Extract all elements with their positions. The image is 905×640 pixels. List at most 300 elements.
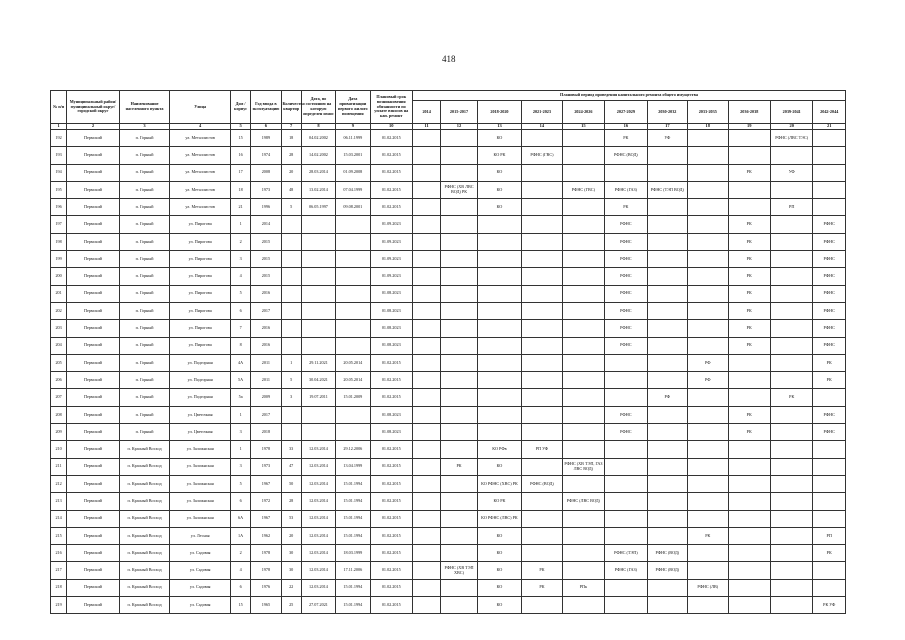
- cell-units: 5: [281, 199, 301, 216]
- capital-repair-table: [50, 90, 846, 614]
- cell-settlement: п. Горный: [119, 164, 170, 181]
- cell-period-work: [562, 441, 604, 458]
- cell-period-work: КО РФНС (ЛВС) РК: [477, 510, 522, 527]
- cell-street: ул. Металлистов: [170, 147, 231, 164]
- cell-period-work: [728, 579, 770, 596]
- cell-period-work: [647, 164, 687, 181]
- cell-date-priv: 15.01.1994: [336, 527, 370, 544]
- cell-date-priv: 18.03.1999: [336, 545, 370, 562]
- column-number: 20: [770, 124, 812, 130]
- cell-period-work: [728, 493, 770, 510]
- cell-period-work: [770, 579, 812, 596]
- cell-period-work: [441, 389, 477, 406]
- cell-num: 207: [51, 389, 67, 406]
- cell-year-built: 2017: [251, 302, 281, 319]
- cell-date-priv: 01.09.2008: [336, 164, 370, 181]
- cell-street: ул. Пирогова: [170, 233, 231, 250]
- cell-year-built: 2016: [251, 285, 281, 302]
- cell-period-work: [441, 199, 477, 216]
- cell-house: 1: [231, 406, 251, 423]
- cell-year-built: 1967: [251, 475, 281, 492]
- cell-period-work: [412, 216, 440, 233]
- cell-num: 217: [51, 562, 67, 579]
- cell-deadline: 01.02.2015: [370, 597, 412, 614]
- cell-period-work: [562, 130, 604, 147]
- cell-period-work: [688, 337, 728, 354]
- cell-year-built: 1989: [251, 130, 281, 147]
- cell-period-work: РФНС: [813, 424, 846, 441]
- cell-period-work: [647, 406, 687, 423]
- cell-street: ул. Пирогова: [170, 216, 231, 233]
- cell-period-work: [688, 389, 728, 406]
- table-row: [51, 406, 846, 423]
- cell-period-work: [441, 493, 477, 510]
- cell-period-work: [770, 372, 812, 389]
- cell-year-built: 2011: [251, 372, 281, 389]
- cell-period-work: [770, 510, 812, 527]
- column-number: 1: [51, 124, 67, 130]
- cell-period-work: [688, 233, 728, 250]
- cell-date-priv: 15.01.1994: [336, 493, 370, 510]
- column-number: 18: [688, 124, 728, 130]
- cell-settlement: п. Красный Восход: [119, 458, 170, 475]
- cell-period-work: КО: [477, 130, 522, 147]
- cell-year-built: 2018: [251, 424, 281, 441]
- cell-period-work: [522, 216, 562, 233]
- cell-num: 201: [51, 285, 67, 302]
- cell-num: 219: [51, 597, 67, 614]
- cell-period-work: [412, 406, 440, 423]
- cell-date-priv: 15.01.1994: [336, 475, 370, 492]
- cell-units: 28: [281, 147, 301, 164]
- header-period-group: Плановый период проведения капитального ремонта общего имущества: [412, 91, 845, 101]
- cell-period-work: [605, 372, 647, 389]
- cell-date-priv: 29.12.2006: [336, 441, 370, 458]
- cell-date-priv: 17.11.2006: [336, 562, 370, 579]
- cell-period-work: [728, 389, 770, 406]
- cell-units: [281, 406, 301, 423]
- cell-date-priv: [336, 268, 370, 285]
- cell-deadline: 01.09.2023: [370, 268, 412, 285]
- cell-period-work: [522, 545, 562, 562]
- cell-settlement: п. Красный Восход: [119, 562, 170, 579]
- table-row: [51, 302, 846, 319]
- cell-house: 15: [231, 597, 251, 614]
- cell-period-work: [412, 181, 440, 198]
- cell-period-work: РФ: [688, 354, 728, 371]
- cell-period-work: [562, 475, 604, 492]
- cell-units: 28: [281, 493, 301, 510]
- cell-period-work: РФНС (ХВ ТЭП ХВС): [441, 562, 477, 579]
- cell-deadline: 01.08.2023: [370, 320, 412, 337]
- cell-settlement: п. Красный Восход: [119, 579, 170, 596]
- cell-settlement: п. Горный: [119, 251, 170, 268]
- cell-deadline: 01.02.2015: [370, 579, 412, 596]
- table-row: [51, 579, 846, 596]
- cell-district: Пермский: [67, 389, 120, 406]
- cell-period-work: РФНС (ЛВС ВОД): [562, 493, 604, 510]
- cell-period-work: РФНС: [605, 233, 647, 250]
- cell-period-work: [477, 285, 522, 302]
- cell-house: 5а: [231, 389, 251, 406]
- cell-period-work: РФНС: [813, 251, 846, 268]
- cell-street: ул. Цветочная: [170, 406, 231, 423]
- cell-settlement: п. Красный Восход: [119, 527, 170, 544]
- cell-district: Пермский: [67, 579, 120, 596]
- cell-period-work: [647, 251, 687, 268]
- cell-units: 47: [281, 458, 301, 475]
- cell-year-built: 1978: [251, 562, 281, 579]
- cell-period-work: [647, 597, 687, 614]
- cell-period-work: РФНС: [605, 424, 647, 441]
- cell-period-work: [412, 545, 440, 562]
- cell-period-work: [770, 147, 812, 164]
- cell-period-work: РФНС: [605, 285, 647, 302]
- column-number: 4: [170, 124, 231, 130]
- cell-period-work: КО: [477, 164, 522, 181]
- table-row: [51, 320, 846, 337]
- cell-period-work: КО РФНС (ХВС) РК: [477, 475, 522, 492]
- cell-units: 5: [281, 372, 301, 389]
- cell-date-priv: 07.04.1999: [336, 181, 370, 198]
- cell-period-work: [647, 475, 687, 492]
- cell-deadline: 01.02.2015: [370, 441, 412, 458]
- cell-period-work: [522, 424, 562, 441]
- cell-house: 1: [231, 441, 251, 458]
- cell-period-work: КО: [477, 597, 522, 614]
- cell-year-built: 1974: [251, 147, 281, 164]
- cell-num: 202: [51, 302, 67, 319]
- cell-house: 2: [231, 233, 251, 250]
- column-number: 5: [231, 124, 251, 130]
- column-number: 21: [813, 124, 846, 130]
- column-number: 9: [336, 124, 370, 130]
- cell-district: Пермский: [67, 493, 120, 510]
- cell-period-work: РФНС: [605, 302, 647, 319]
- cell-period-work: [770, 320, 812, 337]
- cell-period-work: [522, 302, 562, 319]
- cell-period-work: [412, 372, 440, 389]
- cell-district: Пермский: [67, 164, 120, 181]
- cell-date-first: [301, 424, 335, 441]
- cell-num: 205: [51, 354, 67, 371]
- cell-date-priv: 15.01.1994: [336, 579, 370, 596]
- cell-period-work: [647, 233, 687, 250]
- cell-district: Пермский: [67, 406, 120, 423]
- header-period: 2039-2041: [770, 101, 812, 124]
- cell-period-work: [441, 268, 477, 285]
- cell-period-work: [412, 562, 440, 579]
- cell-period-work: [477, 216, 522, 233]
- cell-date-first: 12.03.2014: [301, 527, 335, 544]
- cell-date-first: [301, 233, 335, 250]
- table-row: [51, 199, 846, 216]
- cell-units: 33: [281, 441, 301, 458]
- cell-num: 203: [51, 320, 67, 337]
- cell-num: 198: [51, 233, 67, 250]
- cell-period-work: [562, 597, 604, 614]
- cell-period-work: [647, 147, 687, 164]
- cell-period-work: [647, 337, 687, 354]
- cell-units: [281, 302, 301, 319]
- cell-period-work: [605, 458, 647, 475]
- cell-year-built: 2015: [251, 251, 281, 268]
- cell-settlement: п. Горный: [119, 320, 170, 337]
- cell-period-work: [728, 354, 770, 371]
- cell-street: ул. Заложнская: [170, 475, 231, 492]
- cell-house: 16: [231, 147, 251, 164]
- cell-period-work: [728, 475, 770, 492]
- cell-period-work: [562, 354, 604, 371]
- cell-period-work: РПк: [562, 579, 604, 596]
- cell-period-work: [688, 320, 728, 337]
- cell-period-work: РП УФ: [522, 441, 562, 458]
- cell-period-work: [522, 372, 562, 389]
- cell-date-first: 28.03.2014: [301, 164, 335, 181]
- cell-period-work: РФНС (ВОД): [647, 562, 687, 579]
- cell-num: 216: [51, 545, 67, 562]
- cell-date-priv: [336, 302, 370, 319]
- cell-num: 209: [51, 424, 67, 441]
- cell-period-work: [441, 216, 477, 233]
- cell-date-first: [301, 216, 335, 233]
- column-number: 13: [477, 124, 522, 130]
- cell-period-work: [477, 233, 522, 250]
- header-period: 2042-2044: [813, 101, 846, 124]
- cell-period-work: КО: [477, 562, 522, 579]
- cell-deadline: 01.08.2023: [370, 406, 412, 423]
- cell-period-work: [813, 441, 846, 458]
- cell-period-work: [688, 545, 728, 562]
- cell-period-work: [770, 458, 812, 475]
- cell-deadline: 01.02.2015: [370, 164, 412, 181]
- cell-units: 22: [281, 579, 301, 596]
- cell-period-work: [647, 510, 687, 527]
- cell-num: 208: [51, 406, 67, 423]
- cell-deadline: 01.09.2023: [370, 251, 412, 268]
- cell-date-first: 12.03.2014: [301, 475, 335, 492]
- table-row: [51, 181, 846, 198]
- cell-period-work: РК: [522, 579, 562, 596]
- cell-period-work: [412, 597, 440, 614]
- cell-date-first: 12.03.2014: [301, 458, 335, 475]
- cell-period-work: [647, 579, 687, 596]
- cell-period-work: [728, 147, 770, 164]
- cell-period-work: РК: [728, 406, 770, 423]
- cell-period-work: РК: [728, 285, 770, 302]
- cell-house: 5: [231, 285, 251, 302]
- cell-year-built: 1965: [251, 597, 281, 614]
- cell-district: Пермский: [67, 424, 120, 441]
- cell-num: 210: [51, 441, 67, 458]
- cell-deadline: 01.08.2023: [370, 337, 412, 354]
- cell-num: 200: [51, 268, 67, 285]
- cell-period-work: РК: [605, 130, 647, 147]
- cell-period-work: [728, 545, 770, 562]
- cell-district: Пермский: [67, 510, 120, 527]
- cell-period-work: [522, 406, 562, 423]
- cell-district: Пермский: [67, 147, 120, 164]
- cell-date-priv: 15.03.2001: [336, 147, 370, 164]
- cell-house: 2: [231, 545, 251, 562]
- cell-period-work: [412, 389, 440, 406]
- cell-period-work: [441, 147, 477, 164]
- cell-house: 3: [231, 458, 251, 475]
- cell-period-work: [562, 302, 604, 319]
- cell-period-work: КО РК: [477, 493, 522, 510]
- cell-period-work: РК: [770, 389, 812, 406]
- cell-period-work: [522, 130, 562, 147]
- cell-period-work: РФНС: [813, 216, 846, 233]
- cell-district: Пермский: [67, 320, 120, 337]
- table-row: [51, 164, 846, 181]
- cell-period-work: [728, 458, 770, 475]
- cell-period-work: [605, 164, 647, 181]
- cell-period-work: [813, 164, 846, 181]
- cell-deadline: 01.08.2023: [370, 302, 412, 319]
- cell-period-work: [770, 216, 812, 233]
- cell-period-work: РП: [813, 527, 846, 544]
- cell-period-work: РФНС: [605, 251, 647, 268]
- cell-district: Пермский: [67, 475, 120, 492]
- page-number: 418: [442, 54, 456, 64]
- cell-period-work: [813, 147, 846, 164]
- cell-period-work: [412, 130, 440, 147]
- cell-date-first: [301, 302, 335, 319]
- cell-street: ул. Пирогова: [170, 268, 231, 285]
- table-row: [51, 458, 846, 475]
- cell-settlement: п. Горный: [119, 181, 170, 198]
- header-period: 2036-2038: [728, 101, 770, 124]
- cell-units: 48: [281, 181, 301, 198]
- cell-period-work: [441, 510, 477, 527]
- cell-date-first: [301, 406, 335, 423]
- cell-period-work: [728, 510, 770, 527]
- cell-date-first: 12.03.2014: [301, 493, 335, 510]
- cell-period-work: [562, 233, 604, 250]
- cell-date-first: 12.03.2014: [301, 545, 335, 562]
- cell-units: 30: [281, 545, 301, 562]
- cell-units: 20: [281, 527, 301, 544]
- cell-period-work: [688, 164, 728, 181]
- cell-period-work: [647, 268, 687, 285]
- cell-district: Пермский: [67, 441, 120, 458]
- cell-period-work: [770, 268, 812, 285]
- cell-period-work: [412, 441, 440, 458]
- cell-period-work: [562, 268, 604, 285]
- cell-period-work: РФНС: [813, 337, 846, 354]
- cell-period-work: [441, 130, 477, 147]
- cell-date-first: [301, 268, 335, 285]
- cell-period-work: [688, 510, 728, 527]
- cell-year-built: 2016: [251, 320, 281, 337]
- cell-deadline: 01.09.2023: [370, 233, 412, 250]
- header-district: Муниципальный район/муниципальный округ/городской округ: [67, 91, 120, 124]
- cell-date-priv: [336, 251, 370, 268]
- cell-period-work: [562, 562, 604, 579]
- cell-period-work: РП: [770, 199, 812, 216]
- cell-date-first: [301, 320, 335, 337]
- cell-street: ул. Заложнская: [170, 493, 231, 510]
- cell-district: Пермский: [67, 545, 120, 562]
- cell-period-work: [605, 354, 647, 371]
- cell-street: ул. Пирогова: [170, 337, 231, 354]
- column-number: 10: [370, 124, 412, 130]
- cell-period-work: РФНС (ВОД): [647, 545, 687, 562]
- cell-district: Пермский: [67, 181, 120, 198]
- cell-period-work: [770, 181, 812, 198]
- cell-street: ул. Заложнская: [170, 510, 231, 527]
- cell-period-work: [412, 424, 440, 441]
- cell-period-work: [562, 337, 604, 354]
- cell-deadline: 01.08.2023: [370, 285, 412, 302]
- cell-period-work: [562, 389, 604, 406]
- cell-period-work: РК: [522, 562, 562, 579]
- column-number: 3: [119, 124, 170, 130]
- cell-period-work: [562, 147, 604, 164]
- cell-period-work: [813, 181, 846, 198]
- cell-period-work: РФНС (ХВ ЛВС ВОД) РК: [441, 181, 477, 198]
- cell-year-built: 2015: [251, 233, 281, 250]
- column-number: 2: [67, 124, 120, 130]
- cell-period-work: [562, 199, 604, 216]
- cell-house: 4: [231, 268, 251, 285]
- cell-num: 213: [51, 493, 67, 510]
- header-period: 2024-2026: [562, 101, 604, 124]
- cell-period-work: [647, 527, 687, 544]
- cell-num: 215: [51, 527, 67, 544]
- table-row: [51, 527, 846, 544]
- cell-period-work: [522, 181, 562, 198]
- cell-period-work: [813, 510, 846, 527]
- cell-period-work: УФ: [647, 130, 687, 147]
- cell-settlement: п. Горный: [119, 130, 170, 147]
- cell-settlement: п. Красный Восход: [119, 441, 170, 458]
- cell-district: Пермский: [67, 562, 120, 579]
- cell-period-work: [477, 268, 522, 285]
- cell-settlement: п. Красный Восход: [119, 475, 170, 492]
- cell-period-work: [412, 337, 440, 354]
- cell-period-work: РФНС (ТЭП): [605, 545, 647, 562]
- table-row: [51, 337, 846, 354]
- cell-units: [281, 337, 301, 354]
- cell-period-work: [813, 389, 846, 406]
- cell-deadline: 01.02.2015: [370, 181, 412, 198]
- cell-period-work: РК: [688, 527, 728, 544]
- cell-period-work: [605, 475, 647, 492]
- cell-period-work: [688, 475, 728, 492]
- cell-deadline: 01.02.2015: [370, 562, 412, 579]
- cell-period-work: РК: [728, 251, 770, 268]
- cell-units: [281, 285, 301, 302]
- cell-period-work: [813, 458, 846, 475]
- cell-date-first: 27.07.2021: [301, 597, 335, 614]
- cell-year-built: 2015: [251, 268, 281, 285]
- cell-street: ул. Пирогова: [170, 302, 231, 319]
- cell-year-built: 2009: [251, 389, 281, 406]
- cell-period-work: [728, 181, 770, 198]
- cell-units: 25: [281, 597, 301, 614]
- cell-period-work: [562, 251, 604, 268]
- cell-period-work: [813, 579, 846, 596]
- cell-num: 192: [51, 130, 67, 147]
- cell-period-work: РФНС (ГВС): [522, 147, 562, 164]
- cell-period-work: [477, 251, 522, 268]
- cell-street: ул. Заложнская: [170, 458, 231, 475]
- cell-date-priv: 20.05.2014: [336, 354, 370, 371]
- cell-date-first: 04.02.2002: [301, 130, 335, 147]
- cell-period-work: [688, 302, 728, 319]
